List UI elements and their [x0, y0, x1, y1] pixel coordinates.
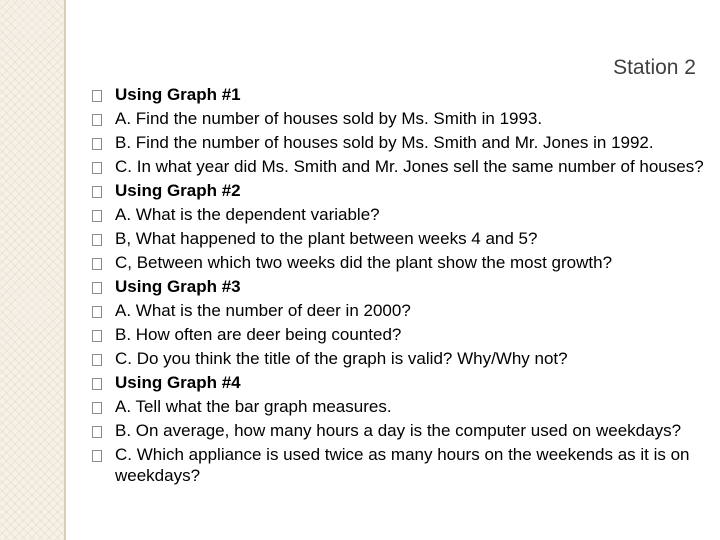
- question-text: C. Which appliance is used twice as many hours on the weekends as it is on weekdays?: [115, 445, 690, 485]
- bullet-item: [92, 156, 707, 177]
- bullet-square-icon: [92, 210, 102, 222]
- bullet-square-icon: [92, 306, 102, 318]
- bullet-item: [92, 108, 707, 129]
- bullet-item: [92, 372, 707, 393]
- section-heading: Using Graph #1: [115, 85, 241, 104]
- bullet-square-icon: [92, 282, 102, 294]
- bullet-square-icon: [92, 330, 102, 342]
- bullet-list: [92, 84, 707, 489]
- bullet-square-icon: [92, 90, 102, 102]
- bullet-item: [92, 396, 707, 417]
- section-heading: Using Graph #3: [115, 277, 241, 296]
- bullet-item: [92, 252, 707, 273]
- bullet-item: [92, 204, 707, 225]
- bullet-square-icon: [92, 114, 102, 126]
- section-heading: Using Graph #2: [115, 181, 241, 200]
- bullet-item: [92, 420, 707, 441]
- bullet-square-icon: [92, 162, 102, 174]
- question-text: B. Find the number of houses sold by Ms. Smith and Mr. Jones in 1992.: [115, 133, 654, 152]
- bullet-item: [92, 180, 707, 201]
- question-text: B. How often are deer being counted?: [115, 325, 402, 344]
- question-text: A. Tell what the bar graph measures.: [115, 397, 392, 416]
- bullet-item: [92, 276, 707, 297]
- question-text: C, Between which two weeks did the plant show the most growth?: [115, 253, 613, 272]
- bullet-item: [92, 444, 707, 486]
- question-text: C. In what year did Ms. Smith and Mr. Jones sell the same number of houses?: [115, 157, 704, 176]
- bullet-item: [92, 348, 707, 369]
- bullet-item: [92, 300, 707, 321]
- bullet-square-icon: [92, 450, 102, 462]
- bullet-square-icon: [92, 258, 102, 270]
- slide-title: Station 2: [613, 56, 696, 79]
- sidebar-divider: [64, 0, 66, 540]
- bullet-square-icon: [92, 354, 102, 366]
- bullet-item: [92, 324, 707, 345]
- bullet-square-icon: [92, 186, 102, 198]
- question-text: A. What is the number of deer in 2000?: [115, 301, 411, 320]
- bullet-item: [92, 84, 707, 105]
- bullet-square-icon: [92, 402, 102, 414]
- bullet-square-icon: [92, 234, 102, 246]
- bullet-item: [92, 132, 707, 153]
- bullet-item: [92, 228, 707, 249]
- question-text: B, What happened to the plant between weeks 4 and 5?: [115, 229, 538, 248]
- bullet-square-icon: [92, 426, 102, 438]
- question-text: B. On average, how many hours a day is the computer used on weekdays?: [115, 421, 682, 440]
- bullet-square-icon: [92, 138, 102, 150]
- question-text: A. Find the number of houses sold by Ms. Smith in 1993.: [115, 109, 543, 128]
- decorative-sidebar: [0, 0, 64, 540]
- question-text: A. What is the dependent variable?: [115, 205, 380, 224]
- section-heading: Using Graph #4: [115, 373, 241, 392]
- bullet-square-icon: [92, 378, 102, 390]
- question-text: C. Do you think the title of the graph is valid? Why/Why not?: [115, 349, 568, 368]
